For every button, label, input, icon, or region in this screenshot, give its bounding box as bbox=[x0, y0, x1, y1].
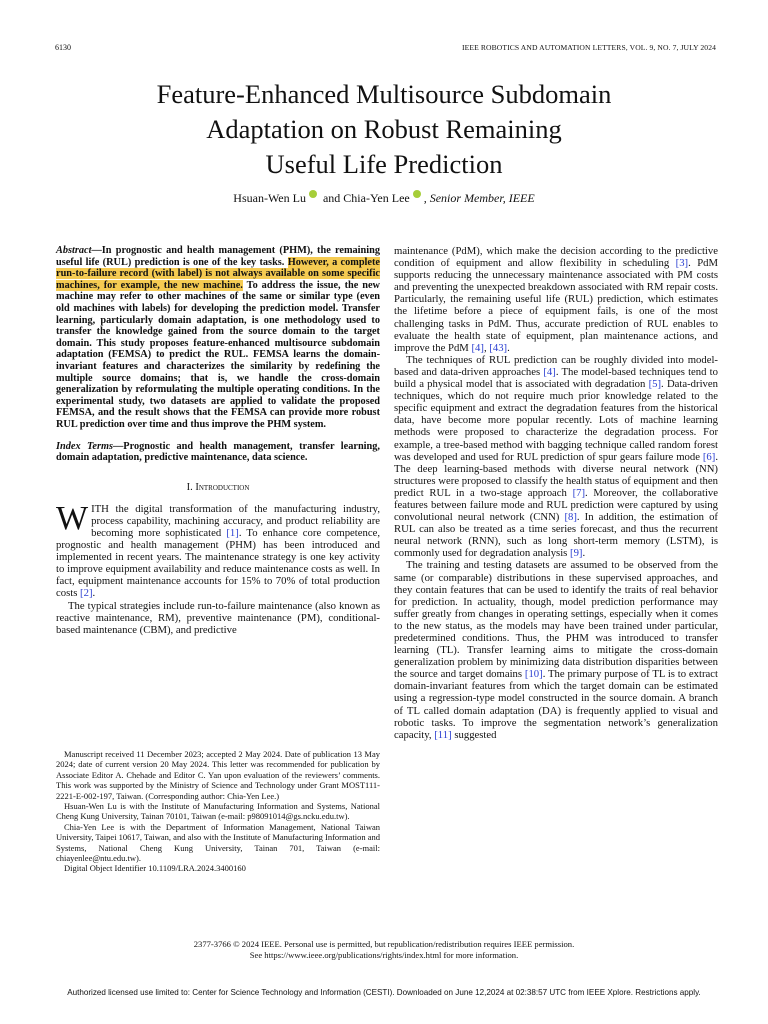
body-text: . The primary purpose of TL is to extract domain-invariant features from which the target domain can be estimated using a regression-type model constructed in the source domain. A branch of TL called domain adaptation (DA) is frequently applied to visual and robotic tasks. To improve the segmentation network’s generalization capacity, bbox=[394, 668, 718, 741]
body-paragraph bbox=[394, 559, 718, 740]
body-text: . bbox=[582, 547, 586, 560]
running-head: IEEE ROBOTICS AND AUTOMATION LETTERS, VOL. 9, NO. 7, JULY 2024 bbox=[462, 43, 716, 52]
footnote-paragraph: Hsuan-Wen Lu is with the Institute of Manufacturing Information and Systems, National Cheng Kung University, Tainan 70101, Taiwan (e-mail: p98091014@gs.ncku.edu.tw). bbox=[56, 801, 380, 822]
index-terms-text: —Prognostic and health management, transfer learning, domain adaptation, predictive maintenance, data science. bbox=[56, 440, 380, 464]
citation-link[interactable]: [3] bbox=[675, 257, 689, 270]
paper-title bbox=[60, 77, 708, 182]
body-text: . The deep learning-based methods with diverse neural network (NN) structures were proposed to classify the health status of equipment and then predict RUL in a two-stage approach bbox=[394, 450, 718, 499]
page-number: 6130 bbox=[55, 43, 71, 52]
footnote-paragraph: Digital Object Identifier 10.1109/LRA.2024.3400160 bbox=[64, 863, 246, 874]
body-text: ITH the digital transformation of the manufacturing industry, process capability, machining accuracy, and product reliability are becoming more sophisticated bbox=[91, 502, 380, 539]
citation-link[interactable]: [9] bbox=[570, 547, 583, 560]
body-text: . The model-based techniques tend to build a physical model that is associated with degradation bbox=[394, 365, 718, 391]
index-terms-label: Index Terms bbox=[56, 440, 113, 452]
section-heading: I. Introduction bbox=[186, 481, 250, 493]
intro-paragraph bbox=[56, 499, 381, 600]
title-line: Adaptation on Robust Remaining bbox=[206, 114, 562, 144]
copyright-line: See https://www.ieee.org/publications/rights/index.html for more information. bbox=[249, 949, 519, 960]
copyright-line: 2377-3766 © 2024 IEEE. Personal use is permitted, but republication/redistribution requires IEEE permission. bbox=[193, 939, 575, 949]
citation-link[interactable]: [7] bbox=[572, 486, 586, 499]
author-line bbox=[60, 190, 708, 206]
orcid-icon[interactable] bbox=[413, 190, 421, 198]
body-text: . bbox=[92, 587, 96, 600]
citation-link[interactable]: [43] bbox=[489, 341, 508, 354]
license-banner: Authorized licensed use limited to: Center for Science Technology and Information (CESTI). Downloaded on June 12,2024 at 02:38:57 UTC from IEEE Xplore. Restrictions apply. bbox=[67, 988, 701, 997]
drop-cap: W bbox=[56, 499, 89, 537]
abstract-text: —In prognostic and health management (PHM), the remaining useful life (RUL) prediction is one of the key tasks. bbox=[56, 245, 380, 268]
body-paragraph bbox=[394, 245, 718, 354]
abstract bbox=[56, 245, 380, 431]
citation-link[interactable]: [2] bbox=[80, 587, 93, 600]
citation-link[interactable]: [8] bbox=[564, 511, 577, 524]
body-text: The training and testing datasets are assumed to be observed from the same (or comparable) distributions in these supervised approaches, and they contain features that can be used to identify the traits of real behavior for prediction. In actuality, though, model prediction performance may suffer greatly from changes in operating settings, especially when it comes to the new status, as the models may have been trained under particular, predetermined conditions. Thus, the PHM was introduced to transfer learning (TL). Transfer learning aims to mitigate the cross-domain generalization problem by minimizing data distribution disparities between the source and target domains bbox=[394, 559, 718, 681]
footnote-paragraph: Manuscript received 11 December 2023; accepted 2 May 2024. Date of publication 13 May 2024; date of current version 20 May 2024. This letter was recommended for publication by Associate Editor A. Chehade and Editor C. Yan upon evaluation of the reviewers’ comments. This work was supported by the Ministry of Science and Technology under Grant MOST111-2221-E-002-197, Taiwan. (Corresponding author: Chia-Yen Lee.) bbox=[56, 749, 380, 801]
citation-link[interactable]: [4] bbox=[471, 341, 484, 354]
index-terms bbox=[56, 441, 380, 464]
orcid-icon[interactable] bbox=[309, 190, 317, 198]
body-text: . Data-driven techniques, which do not require much prior knowledge related to the specific equipment and extract the degradation features from the historical data, have become more popular recently. Lots of machine learning methods were proposed to characterize the degradation process. For example, a tree-based method with bagging technique called random forest was developed and used for RUL prediction of spur gears failure mode bbox=[394, 378, 718, 463]
body-text: . To enhance core competence, prognostic and health management (PHM) has been introduced and implemented in recent years. The maintenance strategy is one key activity to improve equipment availability and reduce maintenance costs as well. In fact, equipment maintenance accounts for 15% to 70% of total production costs bbox=[56, 526, 381, 600]
citation-link[interactable]: [10] bbox=[524, 668, 543, 681]
body-text: suggested bbox=[451, 728, 497, 741]
author-name: and Chia-Yen Lee bbox=[322, 191, 410, 205]
intro-paragraph: The typical strategies include run-to-failure maintenance (also known as reactive maintenance, RM), preventive maintenance (PM), conditional-based maintenance (CBM), and predictive bbox=[56, 599, 380, 636]
copyright-notice bbox=[60, 939, 708, 960]
citation-link[interactable]: [5] bbox=[648, 378, 662, 391]
body-text: . Moreover, the collaborative features between failure mode and RUL prediction were captured by using convolutional neural network (CNN) bbox=[394, 486, 718, 524]
body-text: . PdM supports reducing the unnecessary maintenance associated with PM costs and preventing the unexpected breakdown associated with RM repair costs. Particularly, the remaining useful life (RUL) prediction, which estimates the lifetime before a piece of equipment fails, is one of the most challenging tasks in PdM. Thus, accurate prediction of RUL enables to evaluate the health state of equipment, plan maintenance actions, and improve the PdM bbox=[394, 257, 718, 354]
footnote bbox=[56, 749, 380, 874]
citation-link[interactable]: [6] bbox=[702, 450, 716, 463]
author-membership: , Senior Member, IEEE bbox=[423, 191, 535, 205]
body-text: . bbox=[507, 341, 510, 354]
title-line: Feature-Enhanced Multisource Subdomain bbox=[156, 79, 612, 109]
body-paragraph bbox=[394, 354, 718, 560]
abstract-text: To address the issue, the new machine may refer to other machines of the same or similar type (even old machines with labels) for developing the prediction model. Transfer learning, particularly domain adaptation, is one methodology used to transfer the knowledge gained from the source domain to the target domain. This study proposes feature-enhanced multisource subdomain adaptation (FEMSA) to predict the RUL. FEMSA learns the domain-invariant features and characterizes the similarity by redefining the multiple source domains; that is, we handle the cross-domain generalization by reformulating the multiple operating conditions. In the experimental study, two datasets are applied to validate the proposed FEMSA, and the result shows that the FEMSA can provide more robust RUL prediction over time and thus improve the PHM system. bbox=[56, 279, 380, 430]
title-line: Useful Life Prediction bbox=[265, 149, 503, 179]
right-column bbox=[394, 245, 718, 741]
abstract-label: Abstract bbox=[56, 245, 92, 256]
citation-link[interactable]: [1] bbox=[226, 526, 239, 539]
left-column bbox=[56, 245, 380, 636]
body-text: The techniques of RUL prediction can be roughly divided into model-based and data-driven approaches bbox=[394, 353, 718, 378]
citation-link[interactable]: [4] bbox=[543, 365, 556, 378]
highlighted-text: However, a complete run-to-failure record (with label) is not always available on some specific machines, for example, the new machine. bbox=[56, 256, 380, 291]
footnote-paragraph: Chia-Yen Lee is with the Department of Information Management, National Taiwan University, Taipei 10617, Taiwan, and also with the Institute of Manufacturing Information and Systems, National Cheng Kung University, Tainan 701, Taiwan (e-mail: chiayenlee@ntu.edu.tw). bbox=[56, 821, 380, 864]
author-name: Hsuan-Wen Lu bbox=[233, 191, 306, 205]
body-text: maintenance (PdM), which make the decision according to the predictive condition of equipment and allow flexibility in scheduling bbox=[394, 245, 718, 270]
body-text: . In addition, the estimation of RUL can also be treated as a time series forecast, and thus the recurrent neural network (RNN), such as long short-term memory (LSTM), is commonly used for degradation analysis bbox=[394, 511, 718, 560]
body-text: , bbox=[483, 341, 490, 354]
citation-link[interactable]: [11] bbox=[434, 728, 452, 741]
